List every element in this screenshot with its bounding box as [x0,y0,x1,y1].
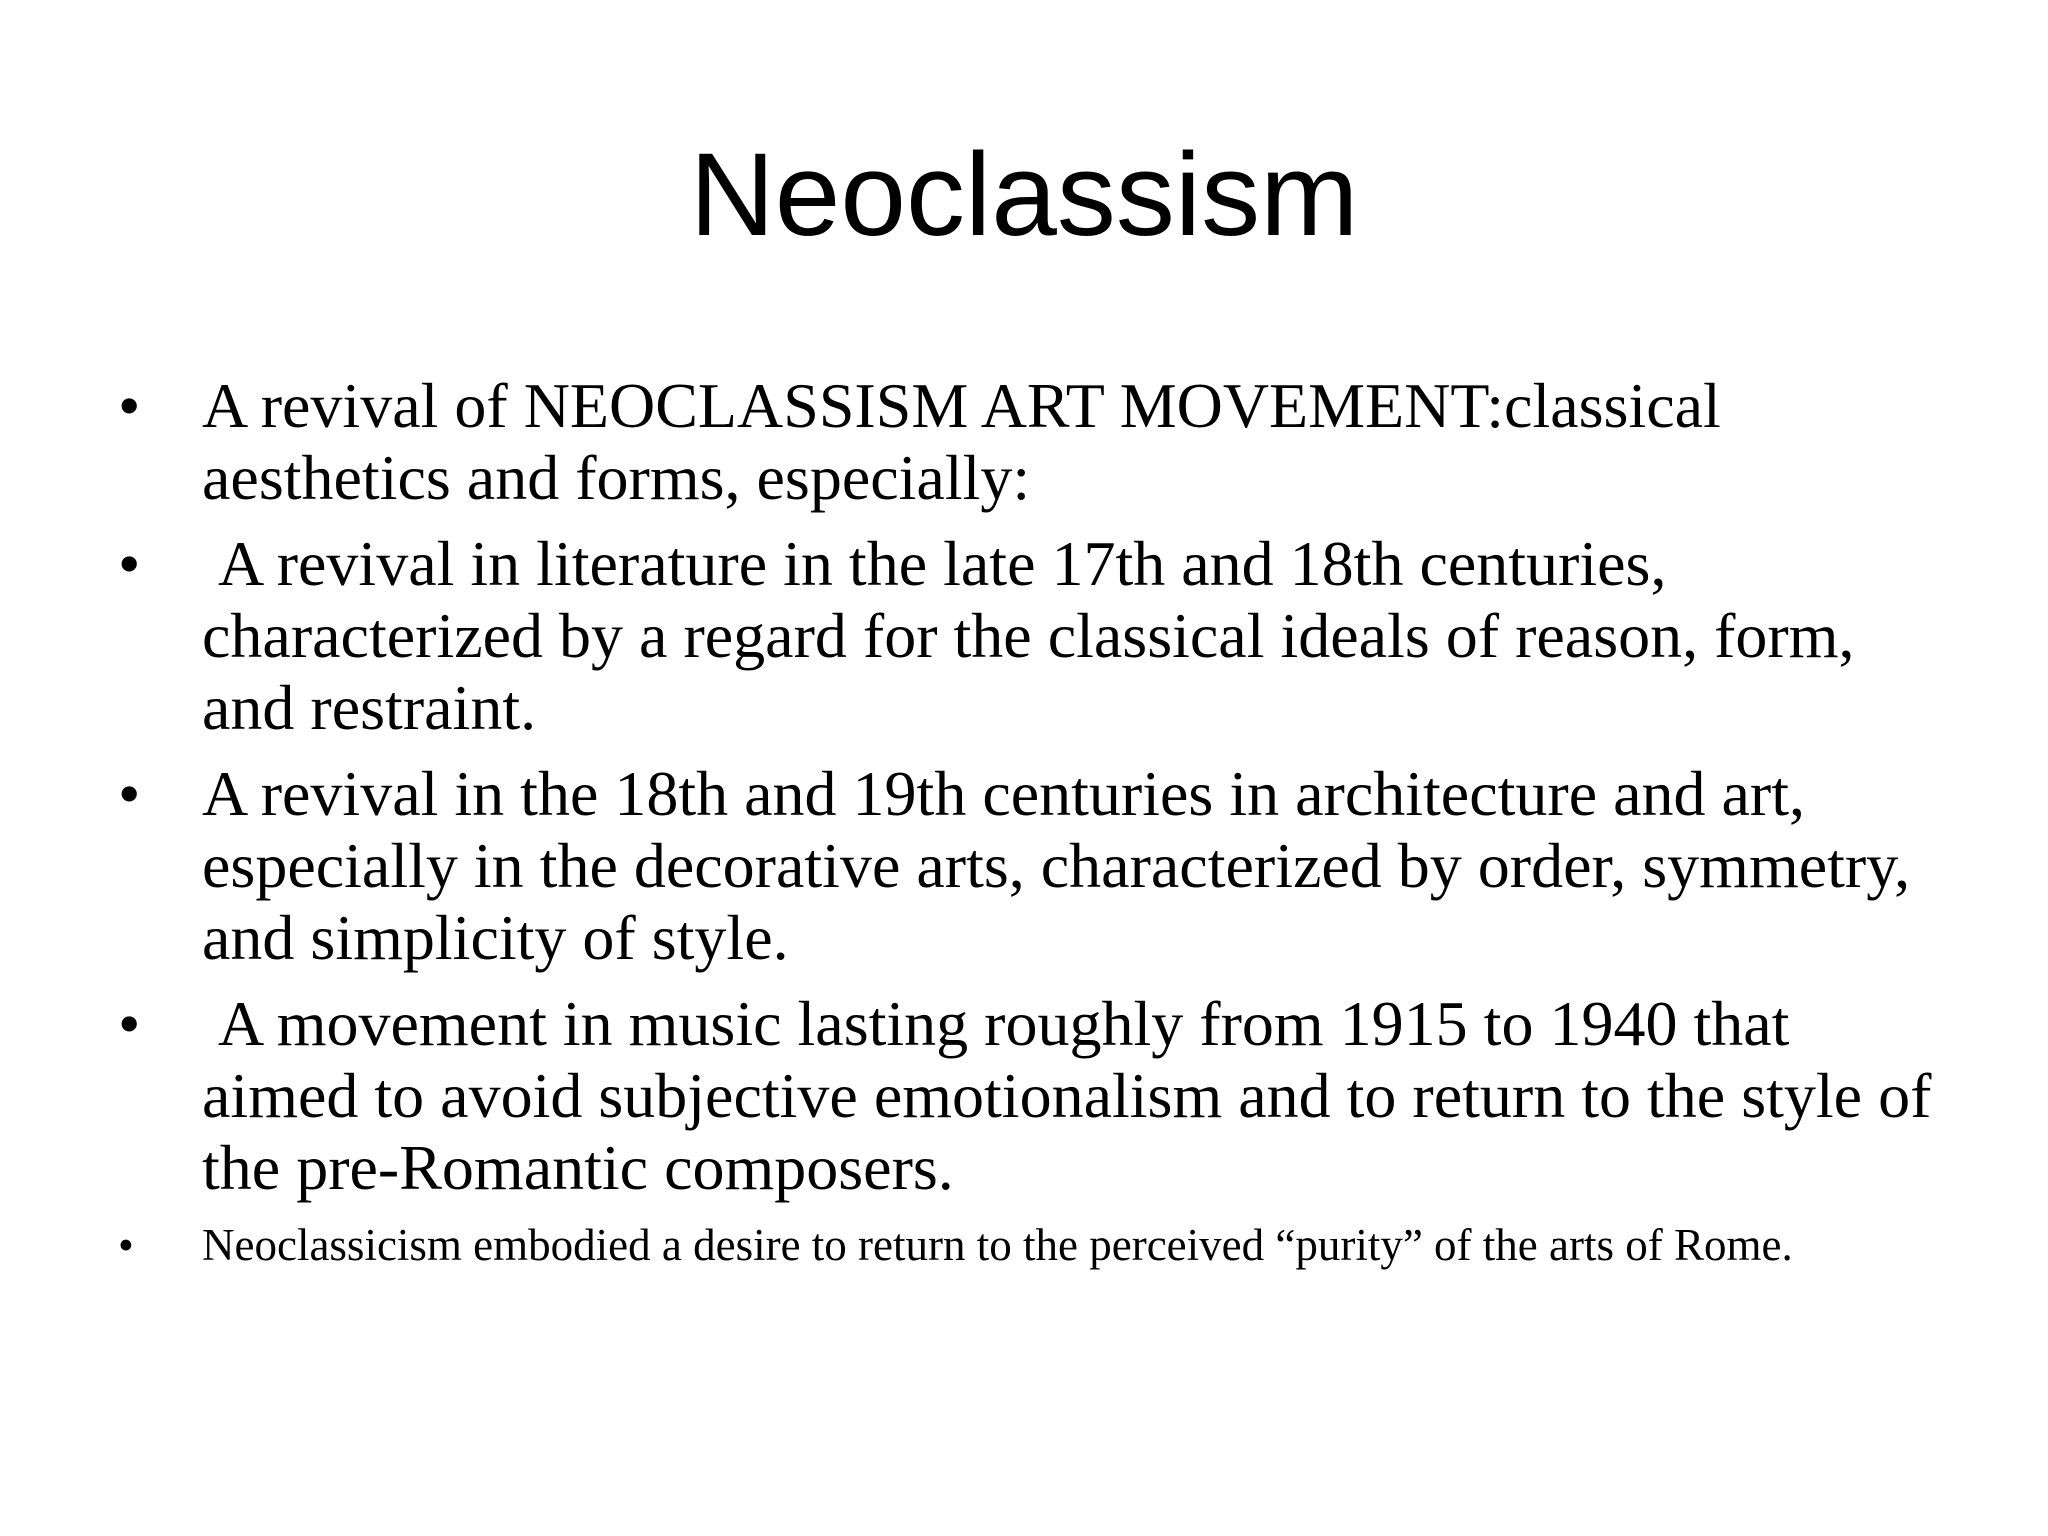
bullet-marker: • [118,988,141,1059]
bullet-text: A revival of NEOCLASSISM ART MOVEMENT:classical aesthetics and forms, especially: [202,370,1737,513]
bullet-marker: • [118,370,141,441]
bullet-item [118,528,1938,744]
bullet-text: A movement in music lasting roughly from 1915 to 1940 that aimed to avoid subjective emotionalism and to return to the style of the pre-Romantic composers. [202,988,1948,1203]
bullet-marker: • [118,528,141,599]
bullet-text: A revival in the 18th and 19th centuries in architecture and art, especially in the decorative arts, characterized by order, symmetry, and simplicity of style. [202,758,1927,973]
bullet-item [118,1218,1938,1273]
bullet-marker: • [118,1220,134,1270]
bullet-text: Neoclassicism embodied a desire to return to the perceived “purity” of the arts of Rome. [202,1220,1793,1270]
bullet-item [118,988,1948,1204]
bullet-marker: • [118,758,141,829]
bullet-item [118,758,1938,974]
bullet-list [118,370,1948,1273]
bullet-text: A revival in literature in the late 17th and 18th centuries, characterized by a regard for the classical ideals of reason, form, and restraint. [202,528,1871,743]
slide-title: Neoclassism [689,129,1359,261]
bullet-item [118,370,1938,514]
